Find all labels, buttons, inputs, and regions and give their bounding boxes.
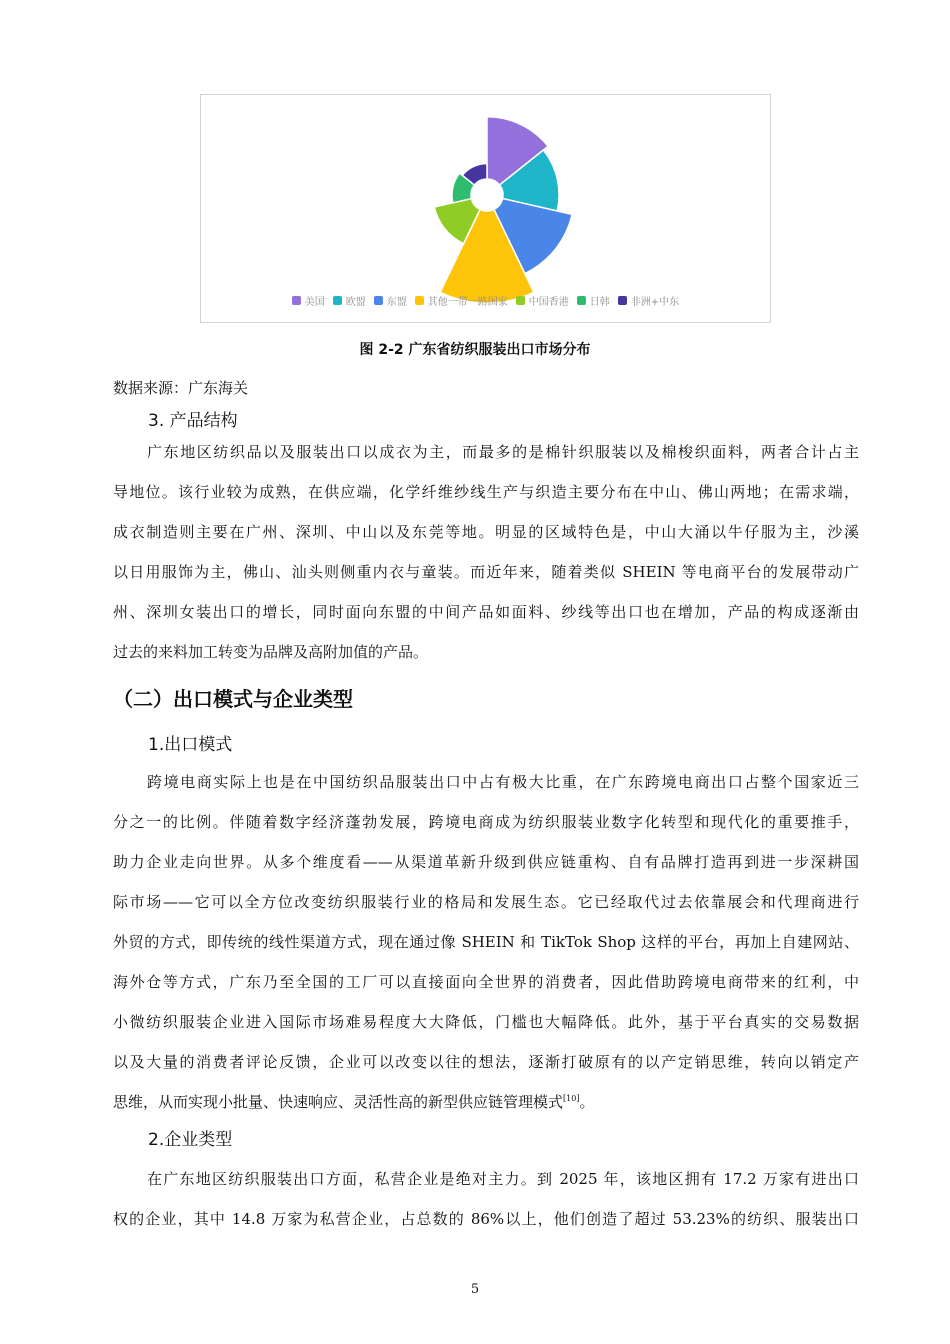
text-line-last — [113, 1092, 859, 1132]
legend-swatch — [618, 296, 627, 305]
section-heading-export-mode: （二）出口模式与企业类型 — [113, 687, 353, 711]
text-line: 分之一的比例。伴随着数字经济蓬勃发展，跨境电商成为纺织服装业数字化转型和现代化的重要推手， — [113, 813, 859, 831]
text-line: 以及大量的消费者评论反馈，企业可以改变以往的想法，逐渐打破原有的以产定销思维，转向以销定产 — [113, 1053, 859, 1071]
text-line: 以日用服饰为主，佛山、汕头则侧重内衣与童装。而近年来，随着类似 SHEIN 等电商平台的发展带动广 — [113, 563, 859, 581]
rose-chart — [201, 95, 772, 324]
legend-label: 美国 — [304, 296, 325, 308]
legend-label: 中国香港 — [528, 296, 569, 308]
data-source: 数据来源：广东海关 — [113, 379, 249, 397]
legend-item — [577, 293, 610, 308]
legend-label: 日韩 — [589, 296, 610, 308]
text-line: 外贸的方式，即传统的线性渠道方式，现在通过像 SHEIN 和 TikTok Shop 这样的平台，再加上自建网站、 — [113, 933, 859, 951]
text-fragment: 思维，从而实现小批量、快速响应、灵活性高的新型供应链管理模式 — [113, 1093, 564, 1111]
paragraph-product-structure — [113, 442, 859, 682]
legend-swatch — [516, 296, 525, 305]
paragraph-export-mode — [113, 772, 859, 1132]
text-line: 海外仓等方式，广东乃至全国的工厂可以直接面向全世界的消费者，因此借助跨境电商带来的红利，中 — [113, 973, 859, 991]
text-line: 州、深圳女装出口的增长，同时面向东盟的中间产品如面料、纱线等出口也在增加，产品的构成逐渐由 — [113, 603, 859, 621]
legend-label: 非洲+中东 — [630, 296, 680, 308]
page-number: 5 — [470, 1282, 480, 1297]
section-heading-product-structure: 3. 产品结构 — [148, 411, 238, 431]
legend-item — [333, 293, 366, 308]
text-line: 在广东地区纺织服装出口方面，私营企业是绝对主力。到 2025 年，该地区拥有 17.2 万家有进出口 — [147, 1170, 859, 1188]
legend-item — [292, 293, 325, 308]
figure-caption: 图 2-2 广东省纺织服装出口市场分布 — [359, 342, 591, 358]
legend-label: 东盟 — [386, 296, 407, 308]
text-line: 过去的来料加工转变为品牌及高附加值的产品。 — [113, 643, 429, 661]
text-line: 成衣制造则主要在广州、深圳、中山以及东莞等地。明显的区域特色是，中山大涌以牛仔服为主，沙溪 — [113, 523, 859, 541]
legend-swatch — [577, 296, 586, 305]
legend-item — [618, 293, 679, 308]
text-line: 权的企业，其中 14.8 万家为私营企业，占总数的 86%以上，他们创造了超过 53.23%的纺织、服装出口 — [113, 1210, 859, 1228]
legend-swatch — [374, 296, 383, 305]
legend-swatch — [415, 296, 424, 305]
subsection-heading-enterprise-type: 2.企业类型 — [148, 1130, 233, 1150]
legend-swatch — [333, 296, 342, 305]
chart-legend — [201, 293, 770, 307]
text-line: 际市场——它可以全方位改变纺织服装行业的格局和发展生态。它已经取代过去依靠展会和代理商进行 — [113, 893, 859, 911]
citation: [10] — [563, 1094, 580, 1103]
text-fragment: 。 — [579, 1093, 595, 1111]
legend-swatch — [292, 296, 301, 305]
text-line: 广东地区纺织品以及服装出口以成衣为主，而最多的是棉针织服装以及棉梭织面料，两者合计占主 — [147, 443, 859, 461]
text-line: 小微纺织服装企业进入国际市场难易程度大大降低，门槛也大幅降低。此外，基于平台真实的交易数据 — [113, 1013, 859, 1031]
legend-item — [374, 293, 407, 308]
legend-item — [415, 293, 508, 308]
subsection-heading-export-mode: 1.出口模式 — [148, 735, 233, 755]
legend-item — [516, 293, 569, 308]
legend-label: 其他一带一路国家 — [427, 296, 508, 308]
legend-label: 欧盟 — [345, 296, 366, 308]
paragraph-enterprise-type — [113, 1169, 859, 1249]
text-line: 导地位。该行业较为成熟，在供应端，化学纤维纱线生产与织造主要分布在中山、佛山两地；在需求端， — [113, 483, 859, 501]
chart-container — [200, 94, 771, 323]
text-line: 助力企业走向世界。从多个维度看——从渠道革新升级到供应链重构、自有品牌打造再到进一步深耕国 — [113, 853, 859, 871]
text-line: 跨境电商实际上也是在中国纺织品服装出口中占有极大比重，在广东跨境电商出口占整个国家近三 — [147, 773, 859, 791]
